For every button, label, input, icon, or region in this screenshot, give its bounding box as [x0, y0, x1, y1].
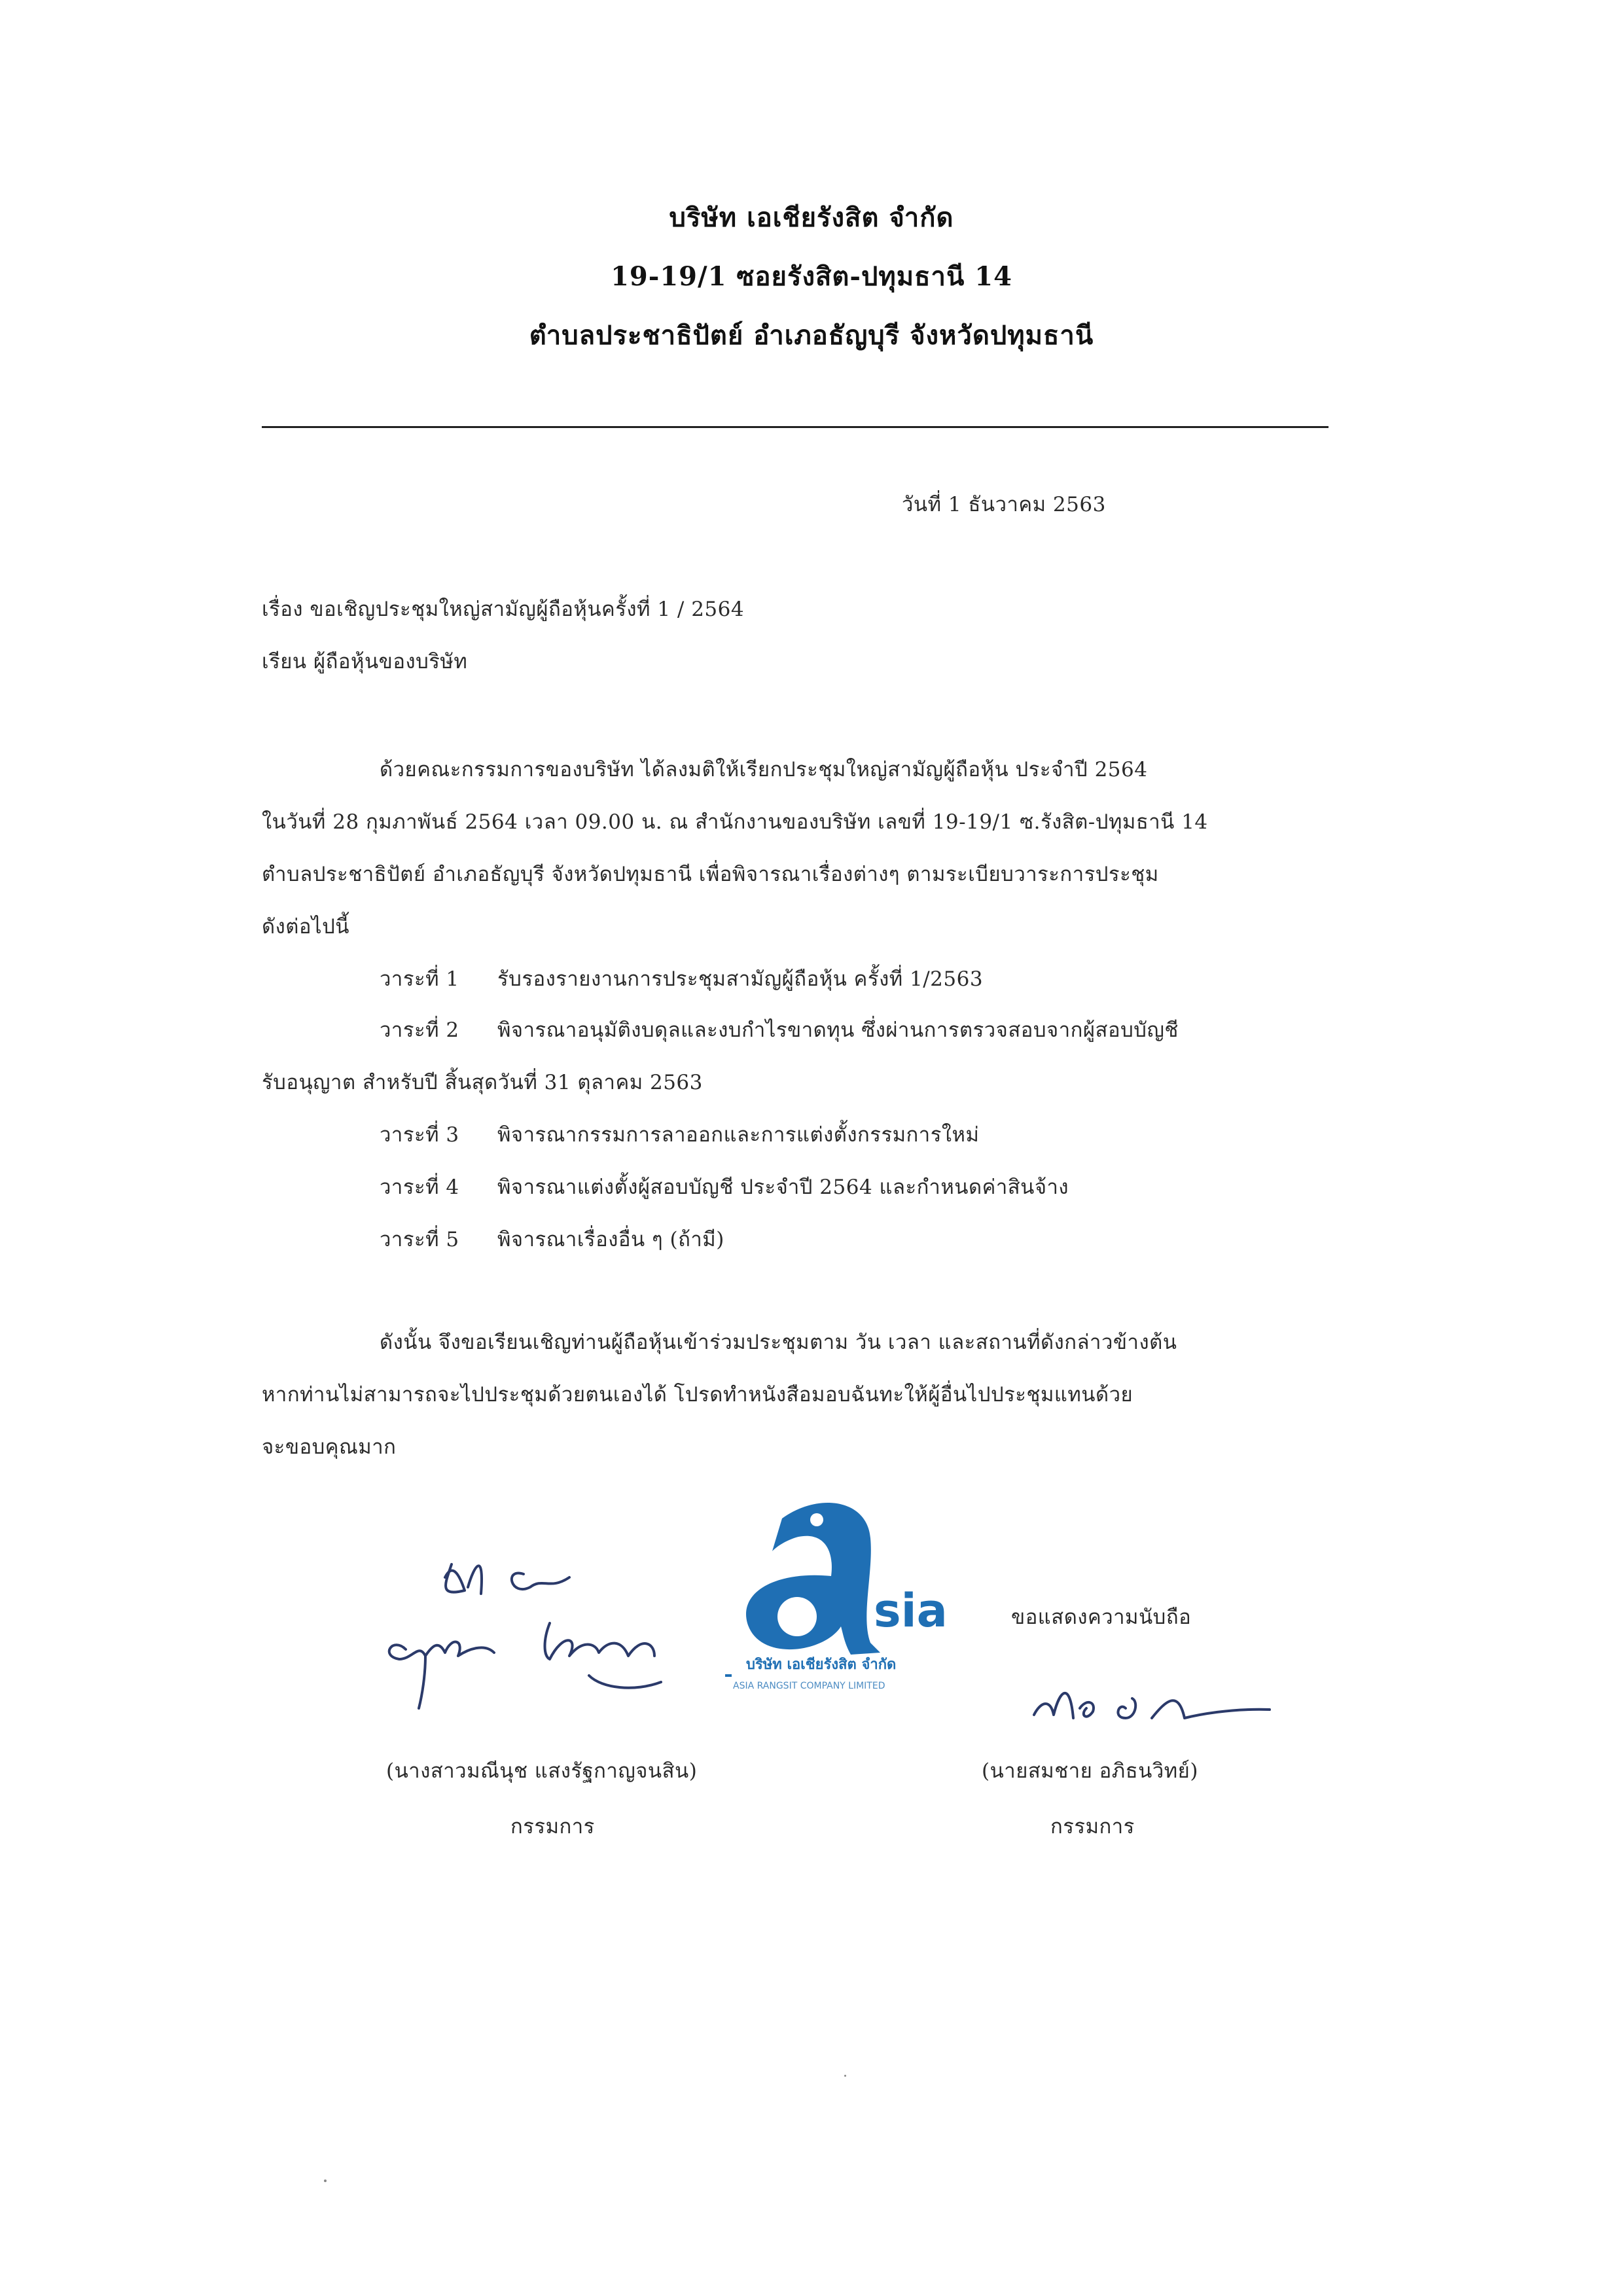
seal-company-text: บริษัท เอเชียรังสิต จำกัด — [746, 1657, 897, 1673]
letter-subject: เรื่อง ขอเชิญประชุมใหญ่สามัญผู้ถือหุ้นครั้งที่ 1 / 2564 — [262, 598, 745, 621]
agenda-item-label: วาระที่ 4 — [380, 1175, 459, 1199]
agenda-item-label: วาระที่ 5 — [380, 1228, 459, 1251]
signatory-name: (นางสาวมณีนุช แสงรัฐกาญจนสิน) — [386, 1759, 698, 1783]
body-line: ตำบลประชาธิปัตย์ อำเภอธัญบุรี จังหวัดปทุมธานี เพื่อพิจารณาเรื่องต่างๆ ตามระเบียบวาระการประชุม — [262, 863, 1159, 886]
closing-line: จะขอบคุณมาก — [262, 1435, 397, 1459]
agenda-item-text: พิจารณาเรื่องอื่น ๆ (ถ้ามี) — [497, 1228, 724, 1251]
body-line: ในวันที่ 28 กุมภาพันธ์ 2564 เวลา 09.00 น. ณ สำนักงานของบริษัท เลขที่ 19-19/1 ซ.รังสิต-ปทุมธานี 14 — [262, 810, 1208, 834]
asia-logo-mark — [746, 1503, 880, 1655]
company-address-line2: ตำบลประชาธิปัตย์ อำเภอธัญบุรี จังหวัดปทุมธานี — [529, 320, 1094, 351]
letter-date: วันที่ 1 ธันวาคม 2563 — [902, 493, 1106, 516]
agenda-item-label: วาระที่ 1 — [380, 967, 459, 991]
agenda-item-text: พิจารณาแต่งตั้งผู้สอบบัญชี ประจำปี 2564 และกำหนดค่าสินจ้าง — [497, 1175, 1069, 1199]
company-address-line1: 19-19/1 ซอยรังสิต-ปทุมธานี 14 — [611, 261, 1012, 292]
company-seal — [720, 1492, 969, 1702]
closing-line: ดังนั้น จึงขอเรียนเชิญท่านผู้ถือหุ้นเข้าร่วมประชุมตาม วัน เวลา และสถานที่ดังกล่าวข้างต้น — [380, 1331, 1177, 1354]
seal-logo-text: sia — [874, 1584, 948, 1638]
agenda-item-label: วาระที่ 2 — [380, 1018, 459, 1042]
signatory-role: กรรมการ — [1050, 1815, 1135, 1839]
agenda-item-text: พิจารณากรรมการลาออกและการแต่งตั้งกรรมการใหม่ — [497, 1123, 980, 1147]
body-line: ดังต่อไปนี้ — [262, 915, 349, 939]
agenda-item-label: วาระที่ 3 — [380, 1123, 459, 1147]
signature-left — [353, 1525, 720, 1721]
scan-speck — [324, 2179, 327, 2182]
header-divider — [262, 426, 1329, 428]
agenda-item-text: พิจารณาอนุมัติงบดุลและงบกำไรขาดทุน ซึ่งผ่านการตรวจสอบจากผู้สอบบัญชี — [497, 1018, 1179, 1042]
signature-right — [1021, 1662, 1296, 1741]
body-line: ด้วยคณะกรรมการของบริษัท ได้ลงมติให้เรียกประชุมใหญ่สามัญผู้ถือหุ้น ประจำปี 2564 — [380, 758, 1148, 781]
agenda-item-continuation: รับอนุญาต สำหรับปี สิ้นสุดวันที่ 31 ตุลาคม 2563 — [262, 1071, 703, 1094]
letter-recipient: เรียน ผู้ถือหุ้นของบริษัท — [262, 650, 468, 673]
signatory-name: (นายสมชาย อภิธนวิทย์) — [982, 1759, 1198, 1783]
seal-small-text: ASIA RANGSIT COMPANY LIMITED — [733, 1681, 885, 1691]
closing-regards: ขอแสดงความนับถือ — [1011, 1605, 1192, 1629]
closing-line: หากท่านไม่สามารถจะไปประชุมด้วยตนเองได้ โปรดทำหนังสือมอบฉันทะให้ผู้อื่นไปประชุมแทนด้วย — [262, 1383, 1133, 1407]
company-name: บริษัท เอเชียรังสิต จำกัด — [669, 202, 954, 233]
agenda-item-text: รับรองรายงานการประชุมสามัญผู้ถือหุ้น ครั้งที่ 1/2563 — [497, 967, 984, 991]
scan-speck — [844, 2075, 846, 2077]
signatory-role: กรรมการ — [510, 1815, 595, 1839]
